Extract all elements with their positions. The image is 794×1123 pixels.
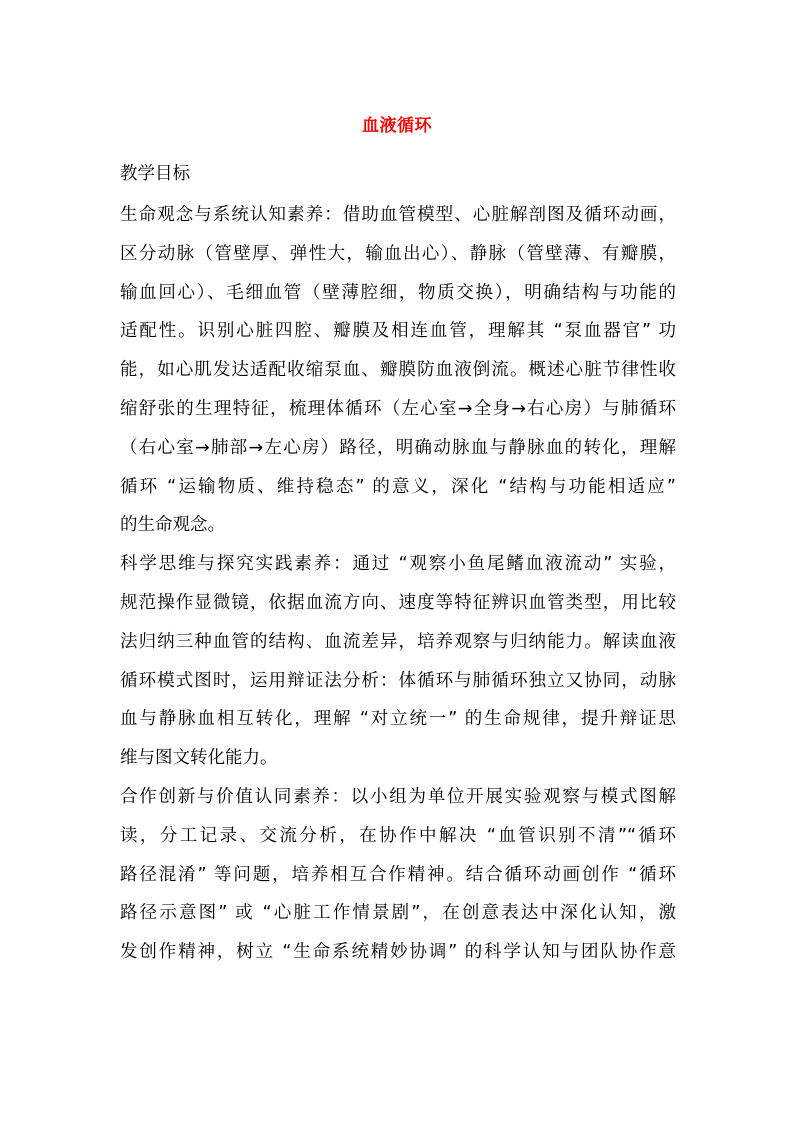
text-line: 输血回心）、毛细血管（壁薄腔细，物质交换），明确结构与功能的 xyxy=(120,282,676,303)
text-line: （右心室→肺部→左心房）路径，明确动脉血与静脉血的转化，理解 xyxy=(120,437,676,458)
text-line: 科学思维与探究实践素养：通过 “观察小鱼尾鳍血液流动” 实验， xyxy=(120,554,676,575)
text-line: 法归纳三种血管的结构、血流差异，培养观察与归纳能力。解读血液 xyxy=(120,631,676,652)
text-line: 路径示意图” 或 “心脏工作情景剧”，在创意表达中深化认知，激 xyxy=(120,903,676,924)
text-line: 路径混淆” 等问题，培养相互合作精神。结合循环动画创作 “循环 xyxy=(120,864,676,885)
text-line: 血与静脉血相互转化，理解 “对立统一” 的生命规律，提升辩证思 xyxy=(120,709,676,730)
text-line: 读，分工记录、交流分析，在协作中解决 “血管识别不清”“循环 xyxy=(120,825,676,846)
text-line: 规范操作显微镜，依据血流方向、速度等特征辨识血管类型，用比较 xyxy=(120,592,676,613)
paragraph-cooperation-innovation xyxy=(120,778,676,972)
text-line: 维与图文转化能力。 xyxy=(120,748,278,769)
text-line: 能，如心肌发达适配收缩泵血、瓣膜防血液倒流。概述心脏节律性收 xyxy=(120,360,676,381)
section-heading: 教学目标 xyxy=(120,164,190,184)
text-line: 发创作精神，树立 “生命系统精妙协调” 的科学认知与团队协作意 xyxy=(120,942,676,963)
text-line: 循环模式图时，运用辩证法分析：体循环与肺循环独立又协同，动脉 xyxy=(120,670,676,691)
paragraph-life-concept xyxy=(120,196,676,545)
text-line: 生命观念与系统认知素养：借助血管模型、心脏解剖图及循环动画， xyxy=(120,205,676,225)
text-line: 合作创新与价值认同素养：以小组为单位开展实验观察与模式图解 xyxy=(120,786,676,807)
text-line: 循环 “运输物质、维持稳态” 的意义，深化 “结构与功能相适应” xyxy=(120,476,676,497)
text-line: 缩舒张的生理特征，梳理体循环（左心室→全身→右心房）与肺循环 xyxy=(120,398,676,419)
document-title: 血液循环 xyxy=(362,116,432,136)
text-line: 的生命观念。 xyxy=(120,515,225,536)
paragraph-scientific-thinking xyxy=(120,545,676,778)
document-body xyxy=(120,196,676,972)
text-line: 适配性。识别心脏四腔、瓣膜及相连血管，理解其 “泵血器官” 功 xyxy=(120,321,676,342)
text-line: 区分动脉（管壁厚、弹性大，输血出心）、静脉（管壁薄、有瓣膜， xyxy=(120,243,676,264)
